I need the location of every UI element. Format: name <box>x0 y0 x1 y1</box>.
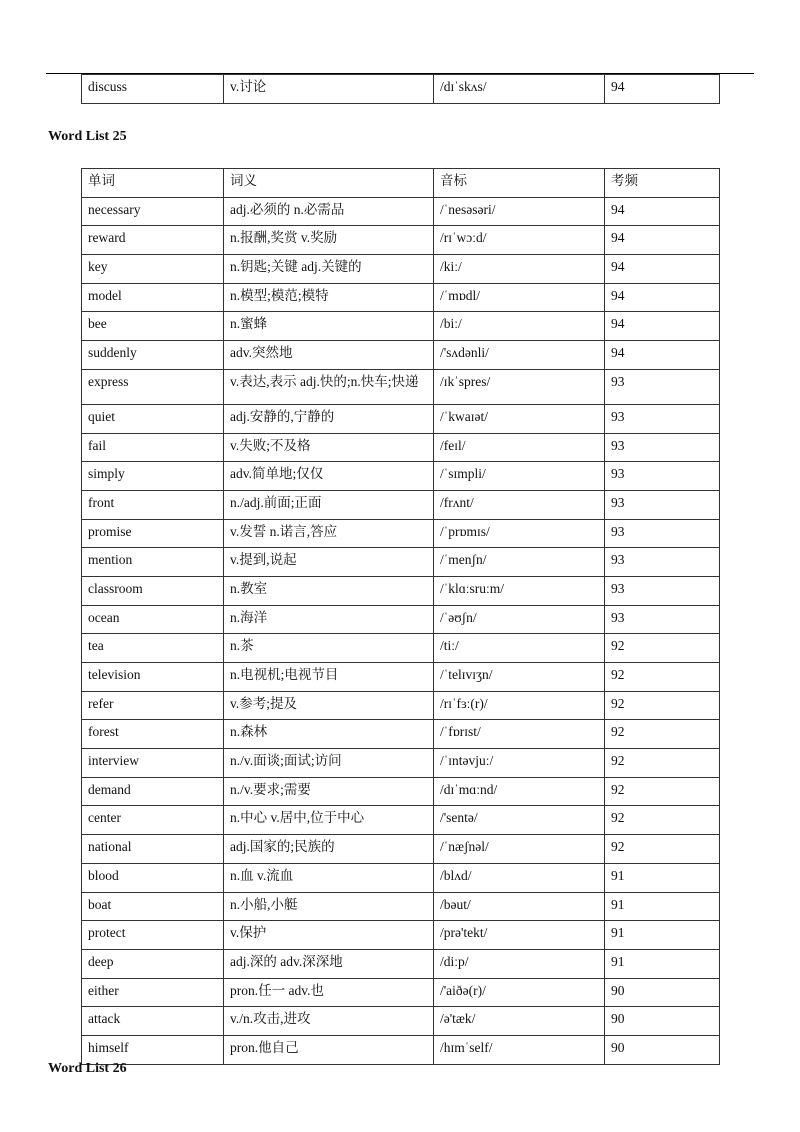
meaning-cell: v.提到,说起 <box>224 548 434 577</box>
meaning-cell: v.讨论 <box>224 75 434 104</box>
word-cell: forest <box>82 720 224 749</box>
word-cell: bee <box>82 312 224 341</box>
frequency-cell: 94 <box>605 226 720 255</box>
word-cell: reward <box>82 226 224 255</box>
frequency-cell: 91 <box>605 921 720 950</box>
table-row <box>82 197 720 226</box>
frequency-cell: 92 <box>605 835 720 864</box>
table-row <box>82 226 720 255</box>
meaning-cell: n./adj.前面;正面 <box>224 490 434 519</box>
meaning-cell: adv.简单地;仅仅 <box>224 462 434 491</box>
frequency-cell: 93 <box>605 462 720 491</box>
phonetic-cell: /feɪl/ <box>434 433 605 462</box>
phonetic-cell: /ˈprɒmɪs/ <box>434 519 605 548</box>
meaning-cell: n.教室 <box>224 576 434 605</box>
meaning-cell: adj.安静的,宁静的 <box>224 404 434 433</box>
table-row <box>82 691 720 720</box>
meaning-cell: n.中心 v.居中,位于中心 <box>224 806 434 835</box>
frequency-cell: 93 <box>605 404 720 433</box>
meaning-cell: n.模型;模范;模特 <box>224 283 434 312</box>
phonetic-cell: /rɪˈwɔːd/ <box>434 226 605 255</box>
table-row <box>82 576 720 605</box>
table-row <box>82 369 720 404</box>
meaning-cell: n.血 v.流血 <box>224 863 434 892</box>
table-row <box>82 949 720 978</box>
frequency-cell: 92 <box>605 663 720 692</box>
meaning-cell: pron.任一 adv.也 <box>224 978 434 1007</box>
phonetic-cell: /blʌd/ <box>434 863 605 892</box>
frequency-cell: 94 <box>605 75 720 104</box>
frequency-cell: 90 <box>605 978 720 1007</box>
table-row <box>82 283 720 312</box>
phonetic-cell: /'sʌdənli/ <box>434 341 605 370</box>
frequency-cell: 91 <box>605 892 720 921</box>
frequency-cell: 92 <box>605 634 720 663</box>
meaning-cell: v.参考;提及 <box>224 691 434 720</box>
word-list-25-table-body <box>82 169 720 1065</box>
word-cell: either <box>82 978 224 1007</box>
word-cell: protect <box>82 921 224 950</box>
meaning-cell: adj.深的 adv.深深地 <box>224 949 434 978</box>
meaning-cell: v.保护 <box>224 921 434 950</box>
table-row <box>82 490 720 519</box>
frequency-cell: 93 <box>605 433 720 462</box>
frequency-cell: 93 <box>605 605 720 634</box>
table-row <box>82 634 720 663</box>
meaning-cell: pron.他自己 <box>224 1035 434 1064</box>
table-row <box>82 1007 720 1036</box>
word-cell: necessary <box>82 197 224 226</box>
frequency-cell: 90 <box>605 1007 720 1036</box>
frequency-cell: 94 <box>605 255 720 284</box>
phonetic-cell: /rɪˈfɜː(r)/ <box>434 691 605 720</box>
table-row <box>82 404 720 433</box>
word-cell: boat <box>82 892 224 921</box>
previous-word-table <box>81 74 720 104</box>
word-cell: quiet <box>82 404 224 433</box>
phonetic-cell: /dɪˈmɑːnd/ <box>434 777 605 806</box>
word-cell: discuss <box>82 75 224 104</box>
phonetic-cell: /ˈmɒdl/ <box>434 283 605 312</box>
word-list-25-heading: Word List 25 <box>48 129 127 144</box>
meaning-cell: adj.必须的 n.必需品 <box>224 197 434 226</box>
phonetic-cell: /ə'tæk/ <box>434 1007 605 1036</box>
table-row <box>82 806 720 835</box>
word-cell: promise <box>82 519 224 548</box>
word-cell: ocean <box>82 605 224 634</box>
word-cell: interview <box>82 749 224 778</box>
frequency-cell: 94 <box>605 197 720 226</box>
phonetic-cell: /diːp/ <box>434 949 605 978</box>
phonetic-cell: /biː/ <box>434 312 605 341</box>
word-cell: tea <box>82 634 224 663</box>
word-cell: center <box>82 806 224 835</box>
phonetic-cell: /'sentə/ <box>434 806 605 835</box>
word-cell: blood <box>82 863 224 892</box>
frequency-cell: 94 <box>605 341 720 370</box>
meaning-cell: adj.国家的;民族的 <box>224 835 434 864</box>
phonetic-cell: /ɪkˈspres/ <box>434 369 605 404</box>
meaning-cell: n.钥匙;关键 adj.关键的 <box>224 255 434 284</box>
phonetic-cell: /ˈnesəsəri/ <box>434 197 605 226</box>
frequency-cell: 92 <box>605 777 720 806</box>
table-row <box>82 835 720 864</box>
table-row <box>82 548 720 577</box>
phonetic-cell: /prə'tekt/ <box>434 921 605 950</box>
table-row <box>82 462 720 491</box>
table-row <box>82 75 720 104</box>
table-row <box>82 519 720 548</box>
table-row <box>82 1035 720 1064</box>
frequency-cell: 92 <box>605 806 720 835</box>
meaning-cell: n.电视机;电视节目 <box>224 663 434 692</box>
frequency-cell: 93 <box>605 548 720 577</box>
table-row <box>82 312 720 341</box>
word-cell: express <box>82 369 224 404</box>
frequency-cell: 91 <box>605 863 720 892</box>
frequency-cell: 93 <box>605 576 720 605</box>
phonetic-cell: /hɪmˈself/ <box>434 1035 605 1064</box>
table-header-row <box>82 169 720 198</box>
table-row <box>82 605 720 634</box>
word-cell: television <box>82 663 224 692</box>
meaning-cell: v.失败;不及格 <box>224 433 434 462</box>
table-row <box>82 863 720 892</box>
phonetic-cell: /dɪˈskʌs/ <box>434 75 605 104</box>
phonetic-cell: /ˈkwaɪət/ <box>434 404 605 433</box>
phonetic-cell: /ˈfɒrɪst/ <box>434 720 605 749</box>
table-row <box>82 341 720 370</box>
meaning-cell: v.表达,表示 adj.快的;n.快车;快递 <box>224 369 434 404</box>
word-cell: demand <box>82 777 224 806</box>
table-row <box>82 749 720 778</box>
word-cell: suddenly <box>82 341 224 370</box>
phonetic-cell: /ˈklɑːsruːm/ <box>434 576 605 605</box>
header-frequency: 考频 <box>605 169 720 198</box>
word-cell: mention <box>82 548 224 577</box>
table-row <box>82 433 720 462</box>
word-cell: key <box>82 255 224 284</box>
phonetic-cell: /ˈmenʃn/ <box>434 548 605 577</box>
phonetic-cell: /tiː/ <box>434 634 605 663</box>
word-cell: fail <box>82 433 224 462</box>
meaning-cell: n./v.要求;需要 <box>224 777 434 806</box>
previous-table-body <box>82 75 720 104</box>
meaning-cell: v./n.攻击,进攻 <box>224 1007 434 1036</box>
word-cell: model <box>82 283 224 312</box>
word-cell: simply <box>82 462 224 491</box>
phonetic-cell: /ˈnæʃnəl/ <box>434 835 605 864</box>
table-row <box>82 663 720 692</box>
meaning-cell: v.发誓 n.诺言,答应 <box>224 519 434 548</box>
word-list-26-heading: Word List 26 <box>48 1061 127 1076</box>
table-row <box>82 777 720 806</box>
frequency-cell: 92 <box>605 691 720 720</box>
meaning-cell: n.报酬,奖赏 v.奖励 <box>224 226 434 255</box>
word-cell: himself <box>82 1035 224 1064</box>
meaning-cell: n.小船,小艇 <box>224 892 434 921</box>
phonetic-cell: /ˈtelɪvɪʒn/ <box>434 663 605 692</box>
frequency-cell: 94 <box>605 283 720 312</box>
meaning-cell: adv.突然地 <box>224 341 434 370</box>
frequency-cell: 94 <box>605 312 720 341</box>
frequency-cell: 92 <box>605 749 720 778</box>
header-word: 单词 <box>82 169 224 198</box>
frequency-cell: 93 <box>605 490 720 519</box>
frequency-cell: 93 <box>605 369 720 404</box>
frequency-cell: 90 <box>605 1035 720 1064</box>
table-row <box>82 720 720 749</box>
word-cell: refer <box>82 691 224 720</box>
phonetic-cell: /ˈɪntəvjuː/ <box>434 749 605 778</box>
word-cell: attack <box>82 1007 224 1036</box>
word-cell: front <box>82 490 224 519</box>
frequency-cell: 92 <box>605 720 720 749</box>
word-list-25-table <box>81 168 720 1065</box>
meaning-cell: n.茶 <box>224 634 434 663</box>
meaning-cell: n.森林 <box>224 720 434 749</box>
phonetic-cell: /ˈsɪmpli/ <box>434 462 605 491</box>
phonetic-cell: /bəut/ <box>434 892 605 921</box>
phonetic-cell: /ˈəʊʃn/ <box>434 605 605 634</box>
phonetic-cell: /kiː/ <box>434 255 605 284</box>
meaning-cell: n.蜜蜂 <box>224 312 434 341</box>
header-meaning: 词义 <box>224 169 434 198</box>
word-cell: national <box>82 835 224 864</box>
table-row <box>82 255 720 284</box>
phonetic-cell: /'aiðə(r)/ <box>434 978 605 1007</box>
table-row <box>82 978 720 1007</box>
phonetic-cell: /frʌnt/ <box>434 490 605 519</box>
table-row <box>82 892 720 921</box>
frequency-cell: 93 <box>605 519 720 548</box>
word-cell: deep <box>82 949 224 978</box>
frequency-cell: 91 <box>605 949 720 978</box>
header-phonetic: 音标 <box>434 169 605 198</box>
meaning-cell: n./v.面谈;面试;访问 <box>224 749 434 778</box>
table-row <box>82 921 720 950</box>
meaning-cell: n.海洋 <box>224 605 434 634</box>
word-cell: classroom <box>82 576 224 605</box>
